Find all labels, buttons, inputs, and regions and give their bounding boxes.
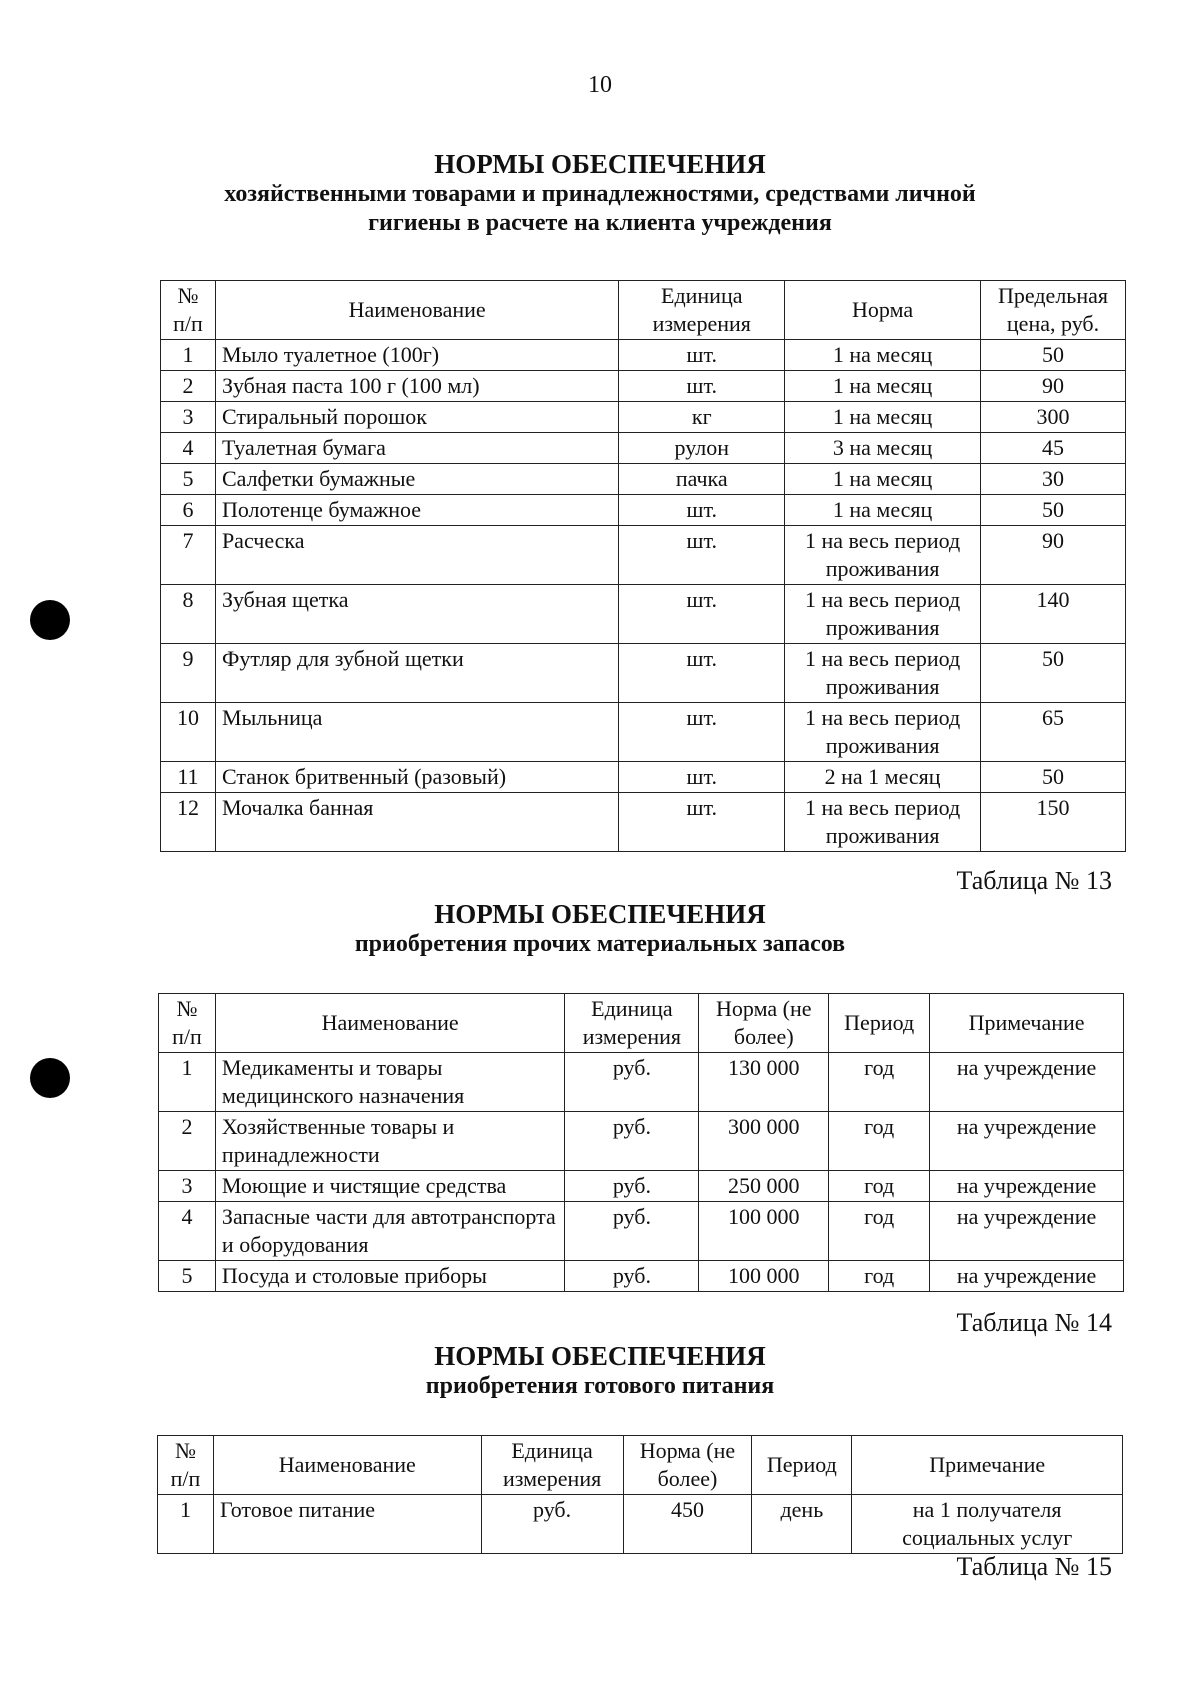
cell-name: Футляр для зубной щетки [215,644,618,703]
cell-norm: 300 000 [699,1112,829,1171]
punch-hole-top [30,600,70,640]
header-unit: Единица измерения [619,281,785,340]
cell-name: Медикаменты и товары медицинского назначения [215,1053,565,1112]
cell-period: год [829,1112,930,1171]
cell-norm: 1 на месяц [785,464,981,495]
cell-name: Стиральный порошок [215,402,618,433]
cell-num: 5 [159,1261,216,1292]
table-row [159,1053,1124,1112]
table-row [159,1171,1124,1202]
section3-title: НОРМЫ ОБЕСПЕЧЕНИЯ [434,1341,766,1371]
table-row [161,402,1126,433]
cell-price: 90 [981,371,1126,402]
cell-name: Запасные части для автотранспорта и оборудования [215,1202,565,1261]
cell-name: Зубная щетка [215,585,618,644]
cell-name: Салфетки бумажные [215,464,618,495]
cell-unit: рулон [619,433,785,464]
header-num: № п/п [159,994,216,1053]
cell-price: 150 [981,793,1126,852]
section2-title: НОРМЫ ОБЕСПЕЧЕНИЯ [434,899,766,929]
cell-unit: пачка [619,464,785,495]
cell-num: 10 [161,703,216,762]
section3-subtitle: приобретения готового питания [425,1373,775,1400]
cell-unit: шт. [619,340,785,371]
cell-name: Мыло туалетное (100г) [215,340,618,371]
table-13-label: Таблица № 13 [956,866,1112,895]
cell-norm: 3 на месяц [785,433,981,464]
section1-title: НОРМЫ ОБЕСПЕЧЕНИЯ [434,149,766,179]
header-price: Предельная цена, руб. [981,281,1126,340]
table-row [161,433,1126,464]
table-15-label: Таблица № 15 [956,1552,1112,1581]
header-norm: Норма (не более) [699,994,829,1053]
table-hygiene-norms [160,280,1126,852]
header-note: Примечание [852,1436,1123,1495]
header-name: Наименование [215,281,618,340]
table-row [161,762,1126,793]
cell-norm: 1 на весь период проживания [785,526,981,585]
header-name: Наименование [215,994,565,1053]
cell-unit: кг [619,402,785,433]
punch-hole-bottom [30,1058,70,1098]
cell-note: на учреждение [930,1171,1124,1202]
cell-num: 1 [161,340,216,371]
cell-note: на 1 получателя социальных услуг [852,1495,1123,1554]
cell-note: на учреждение [930,1261,1124,1292]
table-header-row [161,281,1126,340]
table-row [161,703,1126,762]
table-material-stock-norms [158,993,1124,1292]
cell-norm: 1 на месяц [785,371,981,402]
cell-unit: руб. [565,1171,699,1202]
table-14-label: Таблица № 14 [956,1308,1112,1337]
cell-unit: руб. [565,1112,699,1171]
cell-price: 90 [981,526,1126,585]
cell-unit: шт. [619,371,785,402]
table-row [161,495,1126,526]
cell-norm: 1 на весь период проживания [785,793,981,852]
header-unit: Единица измерения [481,1436,623,1495]
cell-price: 300 [981,402,1126,433]
cell-price: 65 [981,703,1126,762]
table-row [161,585,1126,644]
cell-num: 12 [161,793,216,852]
cell-num: 1 [158,1495,214,1554]
table-header-row [159,994,1124,1053]
cell-num: 2 [161,371,216,402]
header-num: № п/п [161,281,216,340]
cell-name: Расческа [215,526,618,585]
table-row [161,464,1126,495]
cell-norm: 100 000 [699,1261,829,1292]
header-name: Наименование [213,1436,481,1495]
cell-period: год [829,1053,930,1112]
cell-period: год [829,1202,930,1261]
table-row [161,340,1126,371]
cell-num: 8 [161,585,216,644]
cell-price: 140 [981,585,1126,644]
table-row [159,1202,1124,1261]
cell-num: 5 [161,464,216,495]
cell-period: год [829,1171,930,1202]
cell-unit: руб. [565,1261,699,1292]
cell-name: Моющие и чистящие средства [215,1171,565,1202]
section3-heading [0,1340,1200,1401]
header-period: Период [752,1436,852,1495]
cell-name: Зубная паста 100 г (100 мл) [215,371,618,402]
header-unit: Единица измерения [565,994,699,1053]
cell-name: Станок бритвенный (разовый) [215,762,618,793]
cell-name: Хозяйственные товары и принадлежности [215,1112,565,1171]
cell-name: Полотенце бумажное [215,495,618,526]
cell-num: 7 [161,526,216,585]
cell-name: Готовое питание [213,1495,481,1554]
header-num: № п/п [158,1436,214,1495]
cell-unit: шт. [619,585,785,644]
cell-note: на учреждение [930,1112,1124,1171]
cell-unit: шт. [619,793,785,852]
table-row [161,793,1126,852]
cell-price: 45 [981,433,1126,464]
cell-norm: 1 на весь период проживания [785,585,981,644]
table-row [161,644,1126,703]
table-row [159,1112,1124,1171]
cell-price: 50 [981,495,1126,526]
cell-price: 30 [981,464,1126,495]
cell-unit: шт. [619,703,785,762]
cell-num: 3 [161,402,216,433]
cell-num: 6 [161,495,216,526]
table-header-row [158,1436,1123,1495]
section1-subtitle-line2: гигиены в расчете на клиента учреждения [368,210,832,237]
cell-unit: шт. [619,644,785,703]
cell-num: 2 [159,1112,216,1171]
cell-price: 50 [981,644,1126,703]
cell-name: Посуда и столовые приборы [215,1261,565,1292]
header-norm: Норма [785,281,981,340]
cell-note: на учреждение [930,1053,1124,1112]
cell-norm: 1 на месяц [785,495,981,526]
cell-num: 11 [161,762,216,793]
section1-subtitle-line1: хозяйственными товарами и принадлежностями, средствами личной [224,181,976,208]
section2-heading [0,898,1200,959]
cell-unit: руб. [481,1495,623,1554]
header-note: Примечание [930,994,1124,1053]
cell-name: Мыльница [215,703,618,762]
section2-subtitle: приобретения прочих материальных запасов [354,931,846,958]
cell-norm: 1 на месяц [785,402,981,433]
table-row [159,1261,1124,1292]
cell-norm: 100 000 [699,1202,829,1261]
table-ready-meals-norms [157,1435,1123,1554]
cell-num: 4 [161,433,216,464]
cell-norm: 1 на весь период проживания [785,644,981,703]
cell-note: на учреждение [930,1202,1124,1261]
cell-price: 50 [981,340,1126,371]
cell-num: 4 [159,1202,216,1261]
cell-price: 50 [981,762,1126,793]
cell-norm: 1 на месяц [785,340,981,371]
header-period: Период [829,994,930,1053]
cell-norm: 450 [623,1495,752,1554]
cell-num: 1 [159,1053,216,1112]
header-norm: Норма (не более) [623,1436,752,1495]
cell-name: Мочалка банная [215,793,618,852]
cell-unit: шт. [619,526,785,585]
cell-period: день [752,1495,852,1554]
cell-norm: 130 000 [699,1053,829,1112]
table-row [161,371,1126,402]
table-row [158,1495,1123,1554]
cell-unit: руб. [565,1202,699,1261]
cell-unit: руб. [565,1053,699,1112]
page-number: 10 [588,72,612,98]
cell-norm: 1 на весь период проживания [785,703,981,762]
cell-num: 3 [159,1171,216,1202]
cell-period: год [829,1261,930,1292]
cell-unit: шт. [619,495,785,526]
section1-heading [0,148,1200,238]
cell-name: Туалетная бумага [215,433,618,464]
cell-unit: шт. [619,762,785,793]
cell-num: 9 [161,644,216,703]
cell-norm: 250 000 [699,1171,829,1202]
table-row [161,526,1126,585]
cell-norm: 2 на 1 месяц [785,762,981,793]
